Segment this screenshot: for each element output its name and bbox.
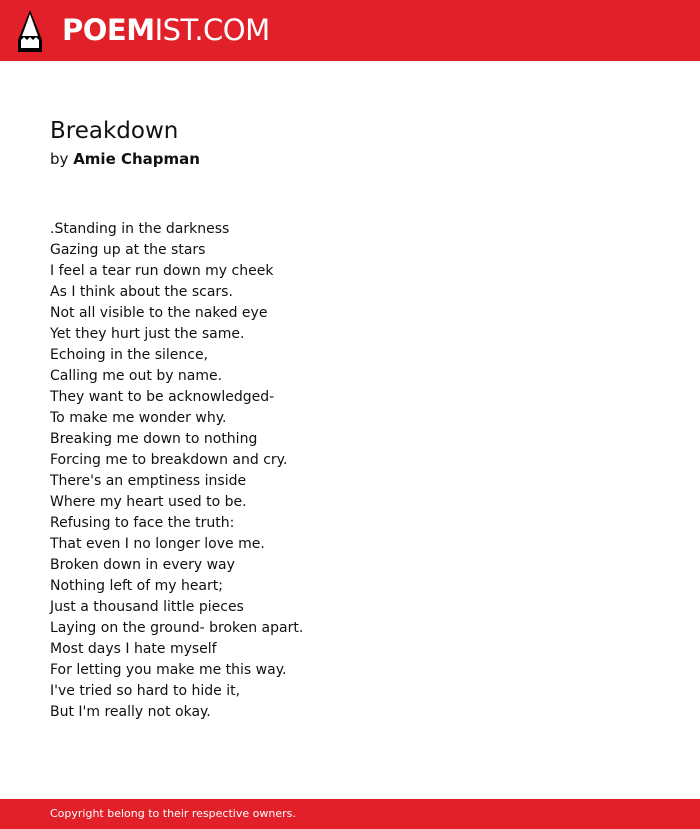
poem-line: Forcing me to breakdown and cry. bbox=[50, 452, 288, 468]
poem-line: Gazing up at the stars bbox=[50, 242, 206, 258]
poem-line: For letting you make me this way. bbox=[50, 662, 287, 678]
poem-line: Most days I hate myself bbox=[50, 641, 217, 657]
poem-line: Calling me out by name. bbox=[50, 368, 223, 384]
poem-line: Just a thousand little pieces bbox=[50, 599, 244, 615]
site-header bbox=[0, 0, 700, 61]
brand-bold: POEM bbox=[62, 13, 155, 47]
poem-line: Not all visible to the naked eye bbox=[50, 305, 268, 321]
poem-line: Nothing left of my heart; bbox=[50, 578, 223, 594]
poem-line: I feel a tear run down my cheek bbox=[50, 263, 274, 279]
poem-line: Broken down in every way bbox=[50, 557, 235, 573]
poem-line: To make me wonder why. bbox=[50, 410, 227, 426]
brand-light: IST.COM bbox=[154, 13, 270, 47]
pencil-tip-icon[interactable] bbox=[18, 10, 42, 52]
poem-author: Amie Chapman bbox=[73, 150, 200, 168]
by-prefix: by bbox=[50, 150, 69, 168]
poem-line: There's an emptiness inside bbox=[50, 473, 247, 489]
poem-byline bbox=[50, 149, 200, 169]
poem-line: That even I no longer love me. bbox=[50, 536, 265, 552]
poem-line: As I think about the scars. bbox=[50, 284, 233, 300]
site-logo-text[interactable] bbox=[62, 12, 270, 48]
poem-line: Laying on the ground- broken apart. bbox=[50, 620, 304, 636]
poem-line: Refusing to face the truth: bbox=[50, 515, 235, 531]
poem-body bbox=[50, 219, 303, 723]
poem-line: .Standing in the darkness bbox=[50, 221, 230, 237]
poem-line: But I'm really not okay. bbox=[50, 704, 211, 720]
copyright-text: Copyright belong to their respective owners. bbox=[50, 807, 296, 820]
poem-line: Echoing in the silence, bbox=[50, 347, 209, 363]
poem-line: Yet they hurt just the same. bbox=[50, 326, 245, 342]
poem-title: Breakdown bbox=[50, 118, 179, 144]
poem-line: They want to be acknowledged- bbox=[50, 389, 275, 405]
poem-line: I've tried so hard to hide it, bbox=[50, 683, 241, 699]
site-footer bbox=[0, 799, 700, 829]
poem-line: Where my heart used to be. bbox=[50, 494, 247, 510]
poem-line: Breaking me down to nothing bbox=[50, 431, 258, 447]
